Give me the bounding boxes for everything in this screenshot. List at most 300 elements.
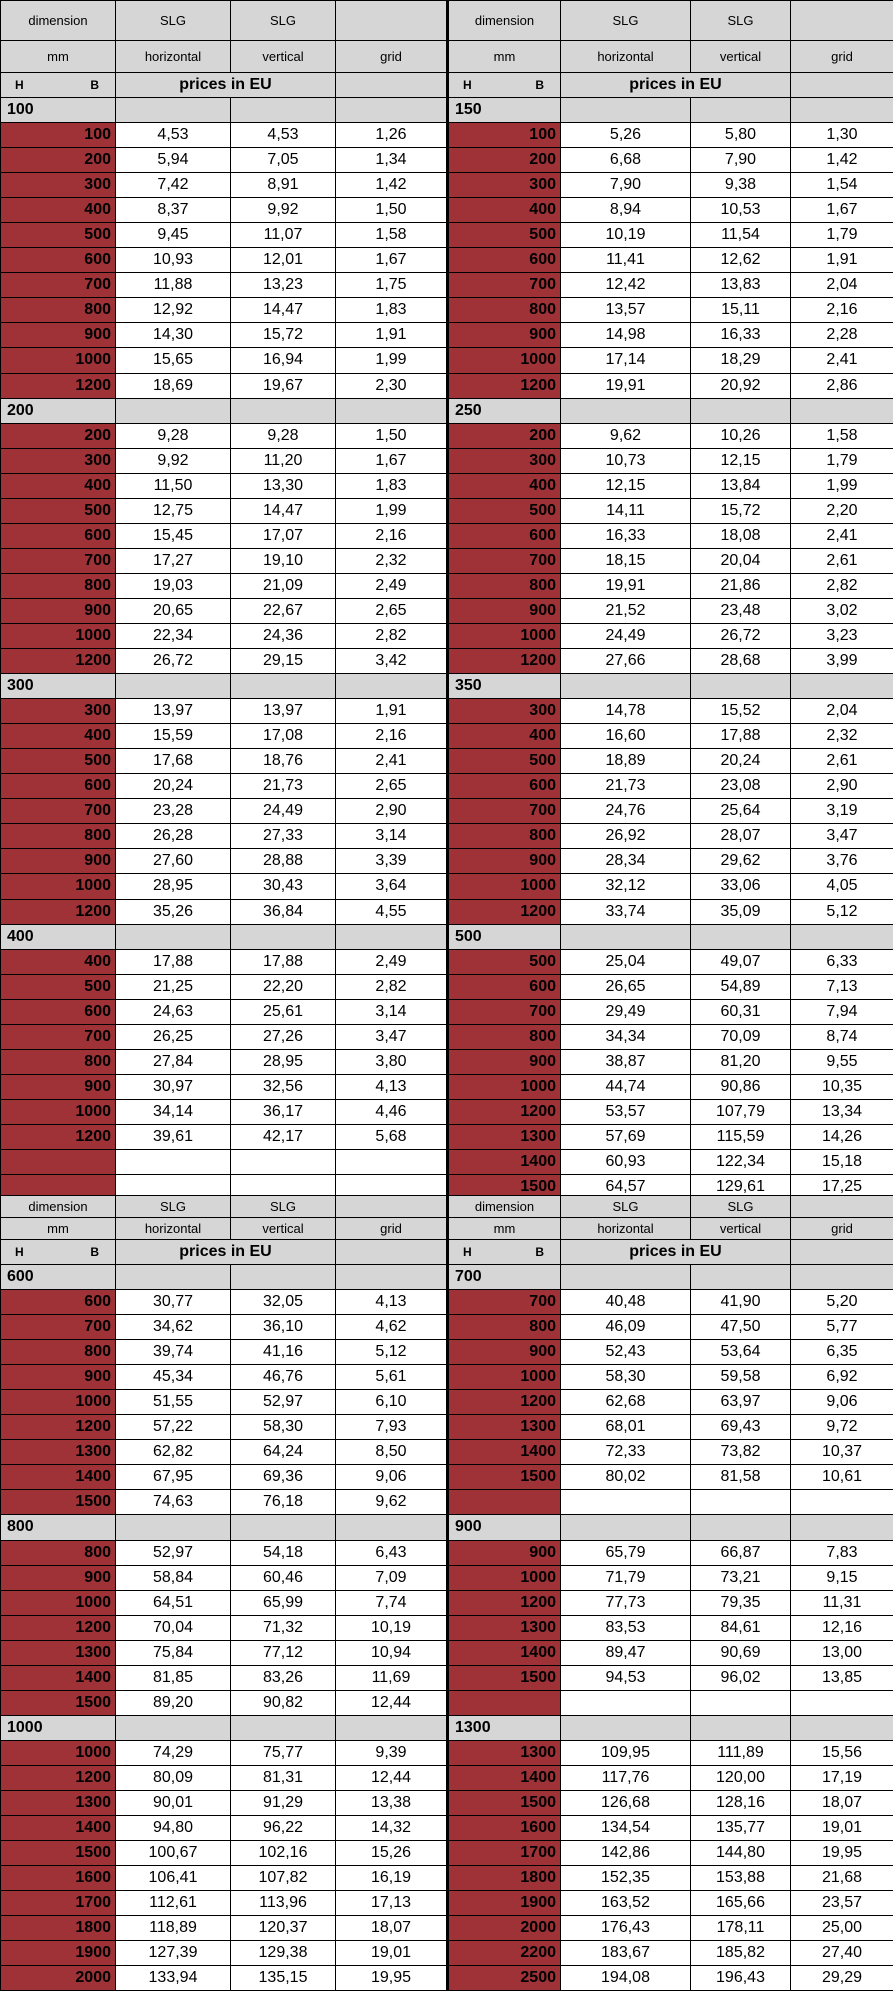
vertical-price: 185,82 (691, 1941, 791, 1966)
vertical-price: 11,07 (231, 223, 336, 248)
horizontal-price: 28,34 (561, 849, 691, 874)
header-cell: SLG (691, 1196, 791, 1218)
grid-price: 6,10 (336, 1390, 448, 1415)
vertical-price: 9,28 (231, 423, 336, 448)
vertical-price: 15,72 (691, 498, 791, 523)
horizontal-price: 27,60 (116, 849, 231, 874)
section-cell (231, 398, 336, 423)
horizontal-price: 4,53 (116, 123, 231, 148)
grid-price: 1,42 (336, 173, 448, 198)
horizontal-price: 19,91 (561, 573, 691, 598)
grid-price: 10,94 (336, 1640, 448, 1665)
section-cell (231, 674, 336, 699)
header-cell: dimension (1, 1, 116, 41)
header-cell: vertical (231, 41, 336, 73)
horizontal-price: 10,73 (561, 448, 691, 473)
horizontal-price: 57,22 (116, 1415, 231, 1440)
vertical-price: 7,05 (231, 148, 336, 173)
header-cell (791, 1240, 893, 1265)
section-cell (231, 1265, 336, 1290)
vertical-price: 26,72 (691, 623, 791, 648)
grid-price (791, 1690, 893, 1715)
dimension-cell: 900 (1, 849, 116, 874)
header-cell: SLG (231, 1196, 336, 1218)
grid-price: 4,55 (336, 899, 448, 924)
grid-price: 27,40 (791, 1941, 893, 1966)
header-cell: SLG (561, 1, 691, 41)
grid-price: 5,77 (791, 1315, 893, 1340)
dimension-cell: 800 (1, 298, 116, 323)
dimension-cell: 700 (448, 999, 561, 1024)
vertical-price: 12,15 (691, 448, 791, 473)
horizontal-price: 75,84 (116, 1640, 231, 1665)
dimension-cell: 1000 (1, 348, 116, 373)
grid-price: 2,30 (336, 373, 448, 398)
dimension-cell: 900 (448, 849, 561, 874)
section-cell (691, 98, 791, 123)
section-cell (116, 1265, 231, 1290)
vertical-price: 13,97 (231, 699, 336, 724)
header-cell: mm (1, 41, 116, 73)
vertical-price: 107,82 (231, 1866, 336, 1891)
vertical-price: 10,26 (691, 423, 791, 448)
dimension-cell (448, 1490, 561, 1515)
grid-price: 3,99 (791, 649, 893, 674)
grid-price: 1,67 (336, 248, 448, 273)
header-cell (791, 1196, 893, 1218)
horizontal-price: 183,67 (561, 1941, 691, 1966)
horizontal-price: 30,77 (116, 1290, 231, 1315)
vertical-price: 81,31 (231, 1765, 336, 1790)
horizontal-price: 20,24 (116, 774, 231, 799)
horizontal-price: 100,67 (116, 1841, 231, 1866)
horizontal-price: 19,03 (116, 573, 231, 598)
horizontal-price: 71,79 (561, 1565, 691, 1590)
horizontal-price: 6,68 (561, 148, 691, 173)
horizontal-price: 13,97 (116, 699, 231, 724)
vertical-price: 102,16 (231, 1841, 336, 1866)
horizontal-price: 30,97 (116, 1074, 231, 1099)
vertical-price: 23,08 (691, 774, 791, 799)
dimension-cell: 1600 (448, 1816, 561, 1841)
vertical-price: 35,09 (691, 899, 791, 924)
grid-price: 2,61 (791, 749, 893, 774)
horizontal-price: 58,30 (561, 1365, 691, 1390)
vertical-price: 29,15 (231, 649, 336, 674)
header-cell (791, 73, 893, 98)
grid-price: 13,38 (336, 1790, 448, 1815)
grid-price: 7,09 (336, 1565, 448, 1590)
vertical-price: 90,86 (691, 1074, 791, 1099)
dimension-cell: 1400 (1, 1665, 116, 1690)
dimension-cell: 700 (1, 548, 116, 573)
dimension-cell: 1700 (1, 1891, 116, 1916)
section-cell (691, 674, 791, 699)
vertical-price: 66,87 (691, 1540, 791, 1565)
section-cell (336, 674, 448, 699)
grid-price: 1,58 (336, 223, 448, 248)
dimension-cell: 600 (1, 1290, 116, 1315)
grid-price: 15,18 (791, 1149, 893, 1174)
grid-price: 14,32 (336, 1816, 448, 1841)
b-label: B (535, 1245, 544, 1259)
vertical-price: 53,64 (691, 1340, 791, 1365)
vertical-price: 70,09 (691, 1024, 791, 1049)
dimension-cell: 1000 (448, 623, 561, 648)
dimension-cell: 1200 (448, 899, 561, 924)
vertical-price: 47,50 (691, 1315, 791, 1340)
horizontal-price: 74,29 (116, 1740, 231, 1765)
horizontal-price: 11,41 (561, 248, 691, 273)
horizontal-price: 45,34 (116, 1365, 231, 1390)
vertical-price: 73,82 (691, 1440, 791, 1465)
grid-price: 10,35 (791, 1074, 893, 1099)
section-label: 1000 (1, 1715, 116, 1740)
grid-price: 1,58 (791, 423, 893, 448)
horizontal-price: 9,62 (561, 423, 691, 448)
vertical-price: 135,77 (691, 1816, 791, 1841)
grid-price: 6,33 (791, 949, 893, 974)
horizontal-price: 94,53 (561, 1665, 691, 1690)
dimension-cell: 1500 (448, 1465, 561, 1490)
grid-price: 1,83 (336, 473, 448, 498)
grid-price: 6,43 (336, 1540, 448, 1565)
grid-price: 3,14 (336, 999, 448, 1024)
section-cell (691, 1715, 791, 1740)
grid-price: 19,95 (791, 1841, 893, 1866)
horizontal-price: 21,25 (116, 974, 231, 999)
dimension-cell: 600 (1, 523, 116, 548)
grid-price: 1,99 (336, 498, 448, 523)
horizontal-price: 20,65 (116, 598, 231, 623)
vertical-price (691, 1490, 791, 1515)
grid-price: 2,04 (791, 699, 893, 724)
vertical-price: 58,30 (231, 1415, 336, 1440)
vertical-price: 24,36 (231, 623, 336, 648)
horizontal-price (116, 1149, 231, 1174)
horizontal-price: 7,90 (561, 173, 691, 198)
grid-price: 2,20 (791, 498, 893, 523)
b-label: B (535, 78, 544, 92)
header-cell: grid (791, 41, 893, 73)
h-b-label (448, 73, 561, 98)
grid-price: 3,76 (791, 849, 893, 874)
grid-price: 1,91 (791, 248, 893, 273)
vertical-price: 49,07 (691, 949, 791, 974)
grid-price: 2,41 (791, 348, 893, 373)
grid-price: 2,82 (336, 974, 448, 999)
section-cell (691, 398, 791, 423)
horizontal-price: 62,82 (116, 1440, 231, 1465)
dimension-cell: 800 (448, 1315, 561, 1340)
dimension-cell: 1200 (1, 1615, 116, 1640)
vertical-price: 17,88 (691, 724, 791, 749)
dimension-cell: 1900 (448, 1891, 561, 1916)
grid-price: 1,99 (791, 473, 893, 498)
header-cell (336, 1196, 448, 1218)
vertical-price: 19,10 (231, 548, 336, 573)
vertical-price: 20,04 (691, 548, 791, 573)
grid-price: 23,57 (791, 1891, 893, 1916)
grid-price: 4,46 (336, 1099, 448, 1124)
vertical-price: 17,08 (231, 724, 336, 749)
vertical-price (231, 1149, 336, 1174)
vertical-price: 27,26 (231, 1024, 336, 1049)
dimension-cell: 700 (448, 1290, 561, 1315)
dimension-cell: 1300 (1, 1640, 116, 1665)
grid-price: 13,85 (791, 1665, 893, 1690)
vertical-price: 17,07 (231, 523, 336, 548)
horizontal-price: 18,15 (561, 548, 691, 573)
vertical-price: 129,38 (231, 1941, 336, 1966)
grid-price: 29,29 (791, 1966, 893, 1991)
vertical-price: 81,58 (691, 1465, 791, 1490)
dimension-cell: 2500 (448, 1966, 561, 1991)
grid-price: 2,49 (336, 949, 448, 974)
vertical-price: 13,84 (691, 473, 791, 498)
dimension-cell: 500 (448, 223, 561, 248)
dimension-cell: 600 (448, 523, 561, 548)
dimension-cell: 1300 (1, 1440, 116, 1465)
prices-label: prices in EU (116, 1240, 336, 1265)
b-label: B (90, 1245, 99, 1259)
vertical-price: 21,86 (691, 573, 791, 598)
grid-price: 3,19 (791, 799, 893, 824)
horizontal-price: 64,57 (561, 1175, 691, 1200)
vertical-price: 11,54 (691, 223, 791, 248)
horizontal-price: 176,43 (561, 1916, 691, 1941)
grid-price: 7,13 (791, 974, 893, 999)
grid-price: 9,72 (791, 1415, 893, 1440)
vertical-price: 9,38 (691, 173, 791, 198)
vertical-price: 16,33 (691, 323, 791, 348)
horizontal-price: 18,69 (116, 373, 231, 398)
section-cell (561, 1265, 691, 1290)
vertical-price: 22,20 (231, 974, 336, 999)
dimension-cell: 800 (1, 1540, 116, 1565)
horizontal-price: 21,73 (561, 774, 691, 799)
vertical-price: 28,68 (691, 649, 791, 674)
section-label: 800 (1, 1515, 116, 1540)
vertical-price: 90,69 (691, 1640, 791, 1665)
vertical-price: 60,46 (231, 1565, 336, 1590)
section-label: 100 (1, 98, 116, 123)
vertical-price: 54,18 (231, 1540, 336, 1565)
vertical-price: 128,16 (691, 1790, 791, 1815)
section-cell (116, 924, 231, 949)
horizontal-price: 27,66 (561, 649, 691, 674)
grid-price: 2,28 (791, 323, 893, 348)
vertical-price: 13,83 (691, 273, 791, 298)
dimension-cell: 100 (1, 123, 116, 148)
grid-price: 17,19 (791, 1765, 893, 1790)
horizontal-price: 65,79 (561, 1540, 691, 1565)
vertical-price: 22,67 (231, 598, 336, 623)
dimension-cell: 1200 (448, 1099, 561, 1124)
h-label: H (463, 1245, 472, 1259)
header-cell (336, 1, 448, 41)
horizontal-price: 15,59 (116, 724, 231, 749)
vertical-price: 32,05 (231, 1290, 336, 1315)
header-cell (791, 1, 893, 41)
section-cell (561, 924, 691, 949)
horizontal-price: 64,51 (116, 1590, 231, 1615)
dimension-cell: 300 (1, 173, 116, 198)
dimension-cell: 100 (448, 123, 561, 148)
vertical-price: 75,77 (231, 1740, 336, 1765)
dimension-cell: 2000 (1, 1966, 116, 1991)
dimension-cell: 1200 (448, 373, 561, 398)
vertical-price: 20,24 (691, 749, 791, 774)
horizontal-price: 52,43 (561, 1340, 691, 1365)
vertical-price: 17,88 (231, 949, 336, 974)
dimension-cell: 900 (448, 323, 561, 348)
vertical-price: 120,37 (231, 1916, 336, 1941)
dimension-cell: 400 (448, 198, 561, 223)
dimension-cell: 1000 (1, 1590, 116, 1615)
vertical-price: 113,96 (231, 1891, 336, 1916)
section-cell (791, 98, 893, 123)
dimension-cell: 1500 (1, 1841, 116, 1866)
grid-price: 6,35 (791, 1340, 893, 1365)
dimension-cell: 900 (1, 1365, 116, 1390)
grid-price: 5,12 (336, 1340, 448, 1365)
horizontal-price: 106,41 (116, 1866, 231, 1891)
vertical-price: 129,61 (691, 1175, 791, 1200)
dimension-cell: 1200 (448, 649, 561, 674)
grid-price (336, 1149, 448, 1174)
header-cell: mm (448, 1218, 561, 1240)
dimension-cell: 1200 (1, 373, 116, 398)
grid-price: 12,44 (336, 1690, 448, 1715)
dimension-cell: 900 (1, 1074, 116, 1099)
horizontal-price: 23,28 (116, 799, 231, 824)
grid-price: 3,64 (336, 874, 448, 899)
horizontal-price: 9,45 (116, 223, 231, 248)
horizontal-price: 10,19 (561, 223, 691, 248)
horizontal-price: 89,20 (116, 1690, 231, 1715)
horizontal-price: 16,60 (561, 724, 691, 749)
horizontal-price: 52,97 (116, 1540, 231, 1565)
vertical-price: 64,24 (231, 1440, 336, 1465)
grid-price: 4,13 (336, 1074, 448, 1099)
vertical-price: 19,67 (231, 373, 336, 398)
grid-price: 9,15 (791, 1565, 893, 1590)
dimension-cell: 900 (1, 598, 116, 623)
vertical-price: 41,90 (691, 1290, 791, 1315)
section-label: 150 (448, 98, 561, 123)
grid-price: 9,62 (336, 1490, 448, 1515)
grid-price: 1,91 (336, 699, 448, 724)
dimension-cell: 1000 (448, 1074, 561, 1099)
dimension-cell: 900 (448, 1049, 561, 1074)
horizontal-price: 134,54 (561, 1816, 691, 1841)
section-cell (561, 98, 691, 123)
vertical-price: 196,43 (691, 1966, 791, 1991)
dimension-cell: 600 (448, 248, 561, 273)
grid-price: 1,91 (336, 323, 448, 348)
section-cell (561, 398, 691, 423)
section-cell (116, 98, 231, 123)
vertical-price: 96,02 (691, 1665, 791, 1690)
vertical-price: 71,32 (231, 1615, 336, 1640)
dimension-cell: 1400 (448, 1640, 561, 1665)
h-label: H (15, 78, 24, 92)
grid-price: 25,00 (791, 1916, 893, 1941)
horizontal-price: 5,94 (116, 148, 231, 173)
dimension-cell: 800 (448, 298, 561, 323)
dimension-cell: 1300 (448, 1415, 561, 1440)
grid-price: 3,42 (336, 649, 448, 674)
dimension-cell: 1400 (1, 1816, 116, 1841)
section-cell (116, 398, 231, 423)
horizontal-price: 163,52 (561, 1891, 691, 1916)
grid-price: 2,82 (336, 623, 448, 648)
section-cell (336, 398, 448, 423)
horizontal-price: 72,33 (561, 1440, 691, 1465)
section-cell (231, 98, 336, 123)
horizontal-price: 17,27 (116, 548, 231, 573)
vertical-price: 107,79 (691, 1099, 791, 1124)
vertical-price: 21,09 (231, 573, 336, 598)
grid-price: 13,00 (791, 1640, 893, 1665)
horizontal-price: 57,69 (561, 1124, 691, 1149)
dimension-cell: 600 (1, 999, 116, 1024)
horizontal-price: 11,50 (116, 473, 231, 498)
grid-price: 5,61 (336, 1365, 448, 1390)
vertical-price: 111,89 (691, 1740, 791, 1765)
header-cell: SLG (691, 1, 791, 41)
dimension-cell: 700 (448, 273, 561, 298)
vertical-price: 83,26 (231, 1665, 336, 1690)
grid-price: 1,30 (791, 123, 893, 148)
vertical-price: 165,66 (691, 1891, 791, 1916)
vertical-price: 81,20 (691, 1049, 791, 1074)
vertical-price: 91,29 (231, 1790, 336, 1815)
dimension-cell: 900 (1, 1565, 116, 1590)
horizontal-price: 25,04 (561, 949, 691, 974)
header-cell: dimension (448, 1196, 561, 1218)
grid-price: 1,75 (336, 273, 448, 298)
dimension-cell: 800 (1, 573, 116, 598)
vertical-price: 18,76 (231, 749, 336, 774)
grid-price: 11,69 (336, 1665, 448, 1690)
horizontal-price: 152,35 (561, 1866, 691, 1891)
section-label: 400 (1, 924, 116, 949)
horizontal-price: 17,14 (561, 348, 691, 373)
header-cell: SLG (231, 1, 336, 41)
vertical-price: 7,90 (691, 148, 791, 173)
dimension-cell: 900 (448, 1340, 561, 1365)
dimension-cell: 1000 (448, 1565, 561, 1590)
vertical-price: 30,43 (231, 874, 336, 899)
section-cell (561, 1515, 691, 1540)
horizontal-price: 194,08 (561, 1966, 691, 1991)
section-cell (231, 1515, 336, 1540)
grid-price: 1,26 (336, 123, 448, 148)
dimension-cell (448, 1690, 561, 1715)
dimension-cell: 1000 (1, 1390, 116, 1415)
dimension-cell: 300 (448, 448, 561, 473)
horizontal-price: 39,61 (116, 1124, 231, 1149)
dimension-cell: 1200 (1, 649, 116, 674)
grid-price: 5,12 (791, 899, 893, 924)
horizontal-price: 46,09 (561, 1315, 691, 1340)
grid-price: 13,34 (791, 1099, 893, 1124)
header-cell: vertical (691, 41, 791, 73)
vertical-price: 73,21 (691, 1565, 791, 1590)
horizontal-price: 15,65 (116, 348, 231, 373)
